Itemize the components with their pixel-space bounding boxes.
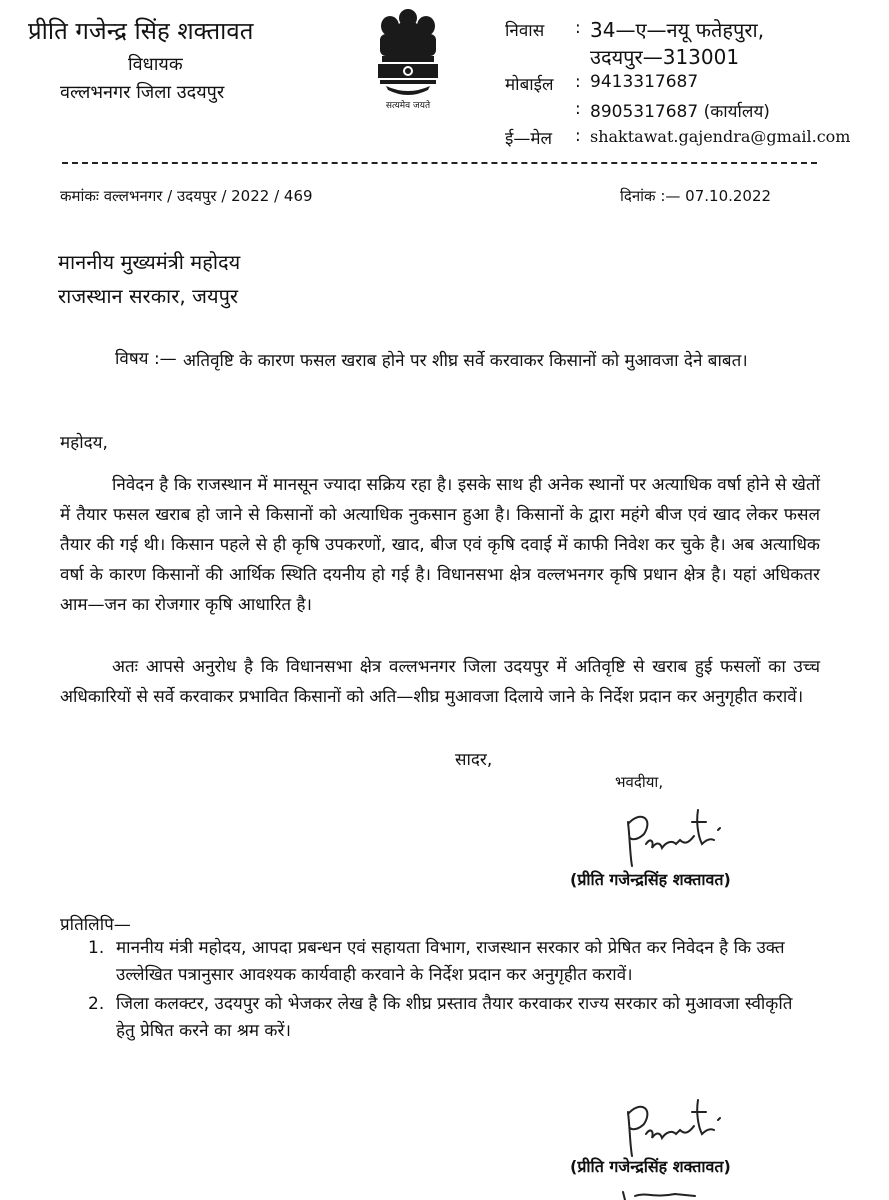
contact-email: shaktawat.gajendra@gmail.com [590,127,851,146]
subject-block [115,346,805,376]
subject-text: अतिवृष्टि के कारण फसल खराब होने पर शीघ्र सर्वे करवाकर किसानों को मुआवजा देने बाबत। [183,351,748,371]
recipient-line2: राजस्थान सरकार, जयपुर [58,284,239,308]
signatory-name: (प्रीति गजेन्द्रसिंह शक्तावत) [570,870,731,889]
copy-item [88,991,808,1045]
copy-item-text: माननीय मंत्री महोदय, आपदा प्रबन्धन एवं सहायता विभाग, राजस्थान सरकार को प्रेषित कर निवेदन है कि उक्त उल्लेखित पत्रानुसार आवश्यक कार्यवाही करवाने के निर्देश प्रदान कर अनुगृहीत करावें। [116,938,785,985]
contact-value: 34—ए—नयू फतेहपुरा, [590,18,765,42]
closing-sadar: सादर, [455,750,493,770]
contact-colon: : [575,126,581,146]
subject-label: विषय :— [115,349,177,369]
handwritten-signature [615,1190,735,1200]
body-paragraph: अतः आपसे अनुरोध है कि विधानसभा क्षेत्र वल्लभनगर जिला उदयपुर में अतिवृष्टि से खराब हुई फसलों का उच्च अधिकारियों से सर्वे करवाकर प्रभावित किसानों को अति—शीघ्र मुआवजा दिलाये जाने के निर्देश प्रदान कर अनुगृहीत करावें। [60,657,820,707]
letter-date: दिनांक :— 07.10.2022 [620,187,772,205]
copy-item [88,935,808,989]
copy-signatory-name: (प्रीति गजेन्द्रसिंह शक्तावत) [570,1157,731,1176]
letterhead-constituency: वल्लभनगर जिला उदयपुर [60,82,225,103]
contact-label: ई—मेल [505,129,553,149]
copy-item-text: जिला कलक्टर, उदयपुर को भेजकर लेख है कि शीघ्र प्रस्ताव तैयार करवाकर राज्य सरकार को मुआवजा स्वीकृति हेतु प्रेषित करने का श्रम करें। [116,994,793,1041]
copy-item-number: 2. [88,994,105,1014]
handwritten-signature [610,800,750,870]
contact-value: 9413317687 [590,72,699,92]
contact-colon: : [575,18,581,38]
copy-item-number: 1. [88,938,105,958]
recipient-line1: माननीय मुख्यमंत्री महोदय [58,250,241,274]
ashoka-emblem-icon [358,4,458,114]
contact-colon: : [575,99,581,119]
copy-list [88,935,808,1047]
contact-colon: : [575,72,581,92]
body-paragraph: निवेदन है कि राजस्थान में मानसून ज्यादा सक्रिय रहा है। इसके साथ ही अनेक स्थानों पर अत्याधिक वर्षा होने से खेतों में तैयार फसल खराब हो जाने से किसानों को अत्याधिक नुकसान हुआ है। किसानों के द्वारा महंगे बीज एवं खाद लेकर फसल तैयार की गई थी। किसान पहले से ही कृषि उपकरणों, खाद, बीज एवं कृषि दवाई में काफी निवेश कर चुके है। अब अत्याधिक वर्षा के कारण किसानों की आर्थिक स्थिति दयनीय हो गई है। विधानसभा क्षेत्र वल्लभनगर कृषि प्रधान क्षेत्र है। यहां अधिकतर आम—जन का रोजगार कृषि आधारित है। [60,475,820,615]
salutation: महोदय, [60,433,108,453]
letterhead-name: प्रीति गजेन्द्र सिंह शक्तावत [28,17,254,45]
reference-number: कमांकः वल्लभनगर / उदयपुर / 2022 / 469 [60,187,313,205]
letterhead-designation: विधायक [128,54,183,75]
contact-value: उदयपुर—313001 [590,45,740,69]
header-divider [62,162,817,164]
copy-label: प्रतिलिपि— [60,915,131,935]
contact-value: 8905317687 (कार्यालय) [590,102,770,122]
emblem-motto: सत्यमेव जयते [385,101,431,111]
contact-label: निवास [505,21,545,41]
contact-label: मोबाईल [505,75,554,95]
handwritten-signature [610,1090,750,1160]
closing-bhavdiya: भवदीया, [615,773,664,791]
